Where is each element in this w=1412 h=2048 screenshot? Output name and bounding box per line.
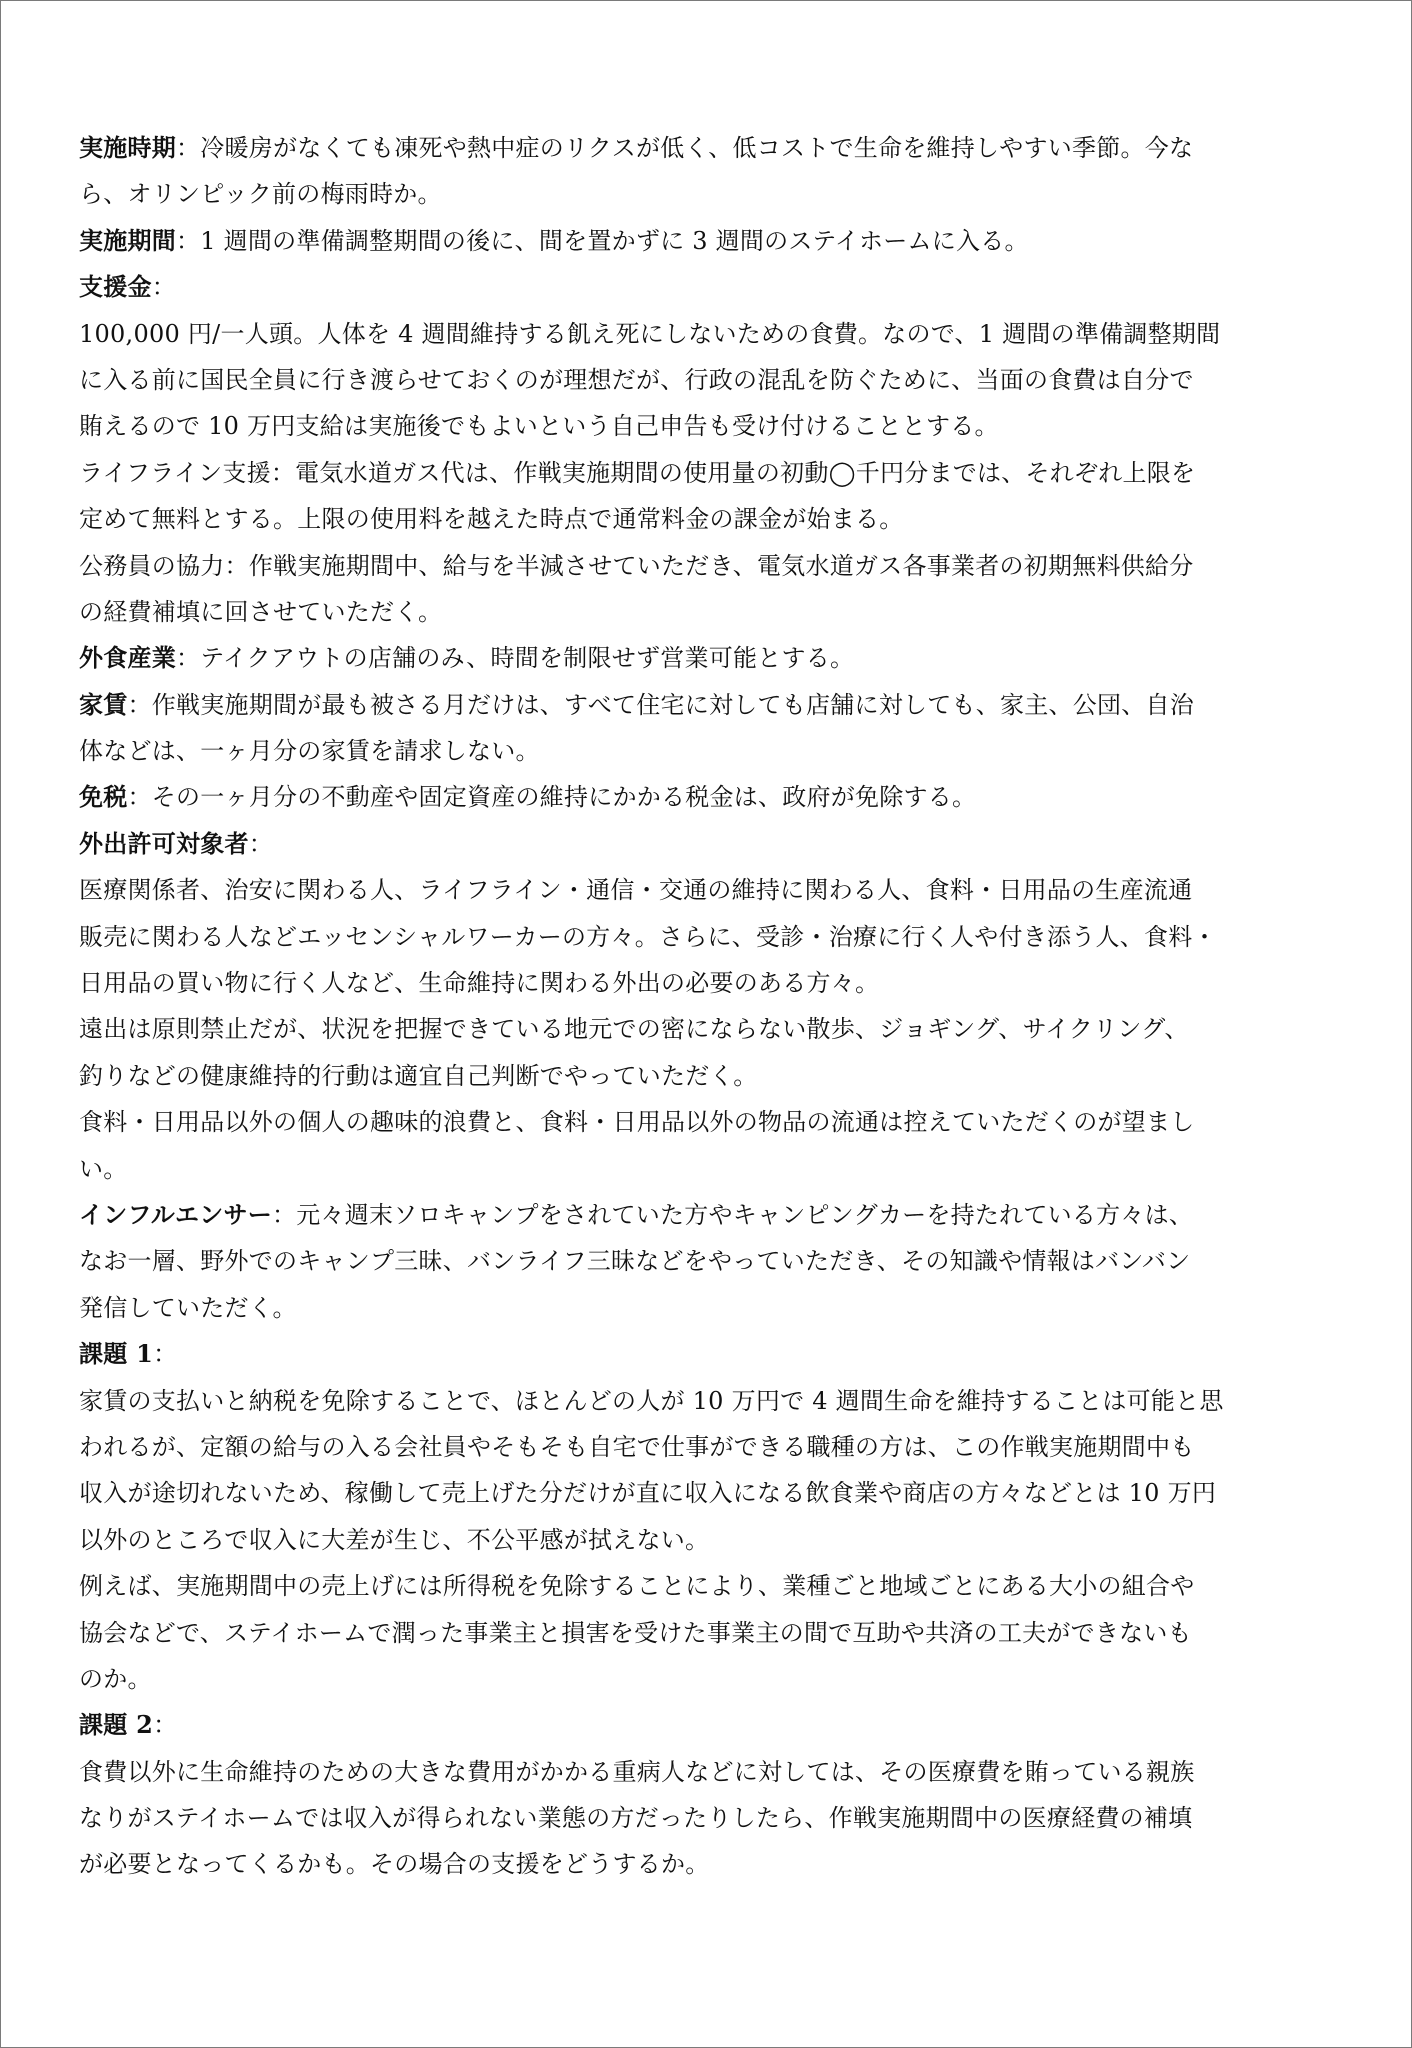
line-text: なりがステイホームでは収入が得られない業態の方だったりしたら、作戦実施期間中の医療経費の補填	[79, 1804, 1193, 1833]
text-line	[79, 728, 1335, 774]
line-text: ：その一ヶ月分の不動産や固定資産の維持にかかる税金は、政府が免除する。	[127, 783, 977, 812]
text-line	[79, 357, 1335, 403]
text-line	[79, 543, 1335, 589]
text-line	[79, 218, 1335, 264]
line-text: 協会などで、ステイホームで潤った事業主と損害を受けた事業主の間で互助や共済の工夫ができないも	[79, 1618, 1192, 1647]
text-line	[79, 1610, 1335, 1656]
line-text: ：冷暖房がなくても凍死や熱中症のリクスが低く、低コストで生命を維持しやすい季節。今な	[176, 134, 1194, 162]
line-text: ：	[151, 273, 176, 302]
heading-label: 実施時期	[79, 133, 176, 162]
line-text: 体などは、一ヶ月分の家賃を請求しない。	[79, 737, 540, 766]
line-text: い。	[79, 1154, 128, 1183]
heading-label: 外出許可対象者	[79, 828, 249, 858]
line-text: ：元々週末ソロキャンプをされていた方やキャンピングカーを持たれている方々は、	[272, 1200, 1194, 1229]
line-text: 日用品の買い物に行く人など、生命維持に関わる外出の必要のある方々。	[79, 969, 880, 998]
text-line	[79, 1006, 1335, 1052]
text-line	[79, 1702, 1335, 1748]
line-text: 販売に関わる人などエッセンシャルワーカーの方々。さらに、受診・治療に行く人や付き添う人、食料・	[79, 922, 1217, 951]
text-line	[79, 1656, 1335, 1702]
text-line	[79, 1749, 1335, 1795]
text-line	[79, 1053, 1335, 1099]
line-text: われるが、定額の給与の入る会社員やそもそも自宅で仕事ができる職種の方は、この作戦実施期間中も	[79, 1432, 1195, 1461]
text-line	[79, 171, 1335, 217]
line-text: 食費以外に生命維持のための大きな費用がかかる重病人などに対しては、その医療費を賄っている親族	[79, 1757, 1195, 1786]
text-line	[79, 403, 1335, 449]
line-text: の経費補填に回させていただく。	[79, 597, 443, 626]
text-line	[79, 264, 1335, 310]
line-text: 定めて無料とする。上限の使用料を越えた時点で通常料金の課金が始まる。	[79, 505, 904, 534]
text-line	[79, 960, 1335, 1006]
line-text: ：	[153, 1711, 178, 1740]
line-text: 例えば、実施期間中の売上げには所得税を免除することにより、業種ごと地域ごとにある大小の組合や	[79, 1572, 1195, 1601]
text-line	[79, 1192, 1335, 1238]
line-text: なお一層、野外でのキャンプ三昧、バンライフ三昧などをやっていただき、その知識や情報はバンバン	[79, 1247, 1191, 1276]
text-line	[79, 450, 1335, 496]
line-text: のか。	[79, 1664, 152, 1693]
line-text: 食料・日用品以外の個人の趣味的浪費と、食料・日用品以外の物品の流通は控えていただくのが望まし	[79, 1108, 1195, 1137]
text-line	[79, 1517, 1335, 1563]
text-line	[79, 496, 1335, 542]
heading-label: 支援金	[79, 272, 152, 302]
line-text: 発信していただく。	[79, 1293, 297, 1322]
line-text: 以外のところで収入に大差が生じ、不公平感が拭えない。	[79, 1525, 710, 1554]
line-text: ：	[248, 829, 273, 858]
line-text: ：1 週間の準備調整期間の後に、間を置かずに 3 週間のステイホームに入る。	[176, 226, 1029, 255]
line-text: 収入が途切れないため、稼働して売上げた分だけが直に収入になる飲食業や商店の方々などとは 10 万円	[79, 1479, 1217, 1508]
heading-label: 家賃	[79, 689, 128, 719]
heading-label: 実施期間	[79, 225, 176, 255]
text-line	[79, 774, 1335, 820]
text-line	[79, 1424, 1335, 1470]
text-line	[79, 1285, 1335, 1331]
text-line	[79, 1099, 1335, 1145]
line-text: ライフライン支援：電気水道ガス代は、作戦実施期間の使用量の初動◯千円分までは、それぞれ上限を	[79, 458, 1196, 487]
text-line	[79, 1470, 1335, 1516]
line-text: に入る前に国民全員に行き渡らせておくのが理想だが、行政の混乱を防ぐために、当面の食費は自分で	[79, 365, 1194, 394]
line-text: 家賃の支払いと納税を免除することで、ほとんどの人が 10 万円で 4 週間生命を維持することは可能と思	[79, 1386, 1224, 1415]
line-text: ：	[153, 1340, 178, 1369]
text-line	[79, 1378, 1335, 1424]
text-line	[79, 589, 1335, 635]
text-line	[79, 914, 1335, 960]
text-line	[79, 1146, 1335, 1192]
text-line	[79, 635, 1335, 681]
text-line	[79, 125, 1335, 171]
text-line	[79, 1841, 1335, 1887]
heading-label: 外食産業	[79, 643, 176, 673]
heading-label: 課題 2	[79, 1710, 154, 1740]
line-text: ら、オリンピック前の梅雨時か。	[79, 180, 442, 209]
heading-label: 免税	[79, 782, 128, 812]
text-line	[79, 1238, 1335, 1284]
line-text: 100,000 円/一人頭。人体を 4 週間維持する飢え死にしないための食費。なので、1 週間の準備調整期間	[79, 319, 1221, 348]
document-body	[79, 125, 1335, 1888]
line-text: 賄えるので 10 万円支給は実施後でもよいという自己申告も受け付けることとする。	[79, 412, 999, 441]
line-text: が必要となってくるかも。その場合の支援をどうするか。	[79, 1850, 710, 1879]
text-line	[79, 1563, 1335, 1609]
text-line	[79, 1795, 1335, 1841]
text-line	[79, 821, 1335, 867]
line-text: 釣りなどの健康維持的行動は適宜自己判断でやっていただく。	[79, 1061, 758, 1090]
heading-label: インフルエンサー	[79, 1199, 273, 1229]
line-text: 医療関係者、治安に関わる人、ライフライン・通信・交通の維持に関わる人、食料・日用品の生産流通	[79, 876, 1193, 905]
line-text: 公務員の協力：作戦実施期間中、給与を半減させていただき、電気水道ガス各事業者の初期無料供給分	[79, 551, 1194, 580]
text-line	[79, 311, 1335, 357]
heading-label: 課題 1	[79, 1339, 154, 1369]
text-line	[79, 867, 1335, 913]
line-text: ：テイクアウトの店舗のみ、時間を制限せず営業可能とする。	[176, 644, 855, 673]
line-text: ：作戦実施期間が最も被さる月だけは、すべて住宅に対しても店舗に対しても、家主、公団、自治	[127, 690, 1195, 719]
text-line	[79, 1331, 1335, 1377]
line-text: 遠出は原則禁止だが、状況を把握できている地元での密にならない散歩、ジョギング、サイクリング、	[79, 1015, 1189, 1044]
text-line	[79, 682, 1335, 728]
